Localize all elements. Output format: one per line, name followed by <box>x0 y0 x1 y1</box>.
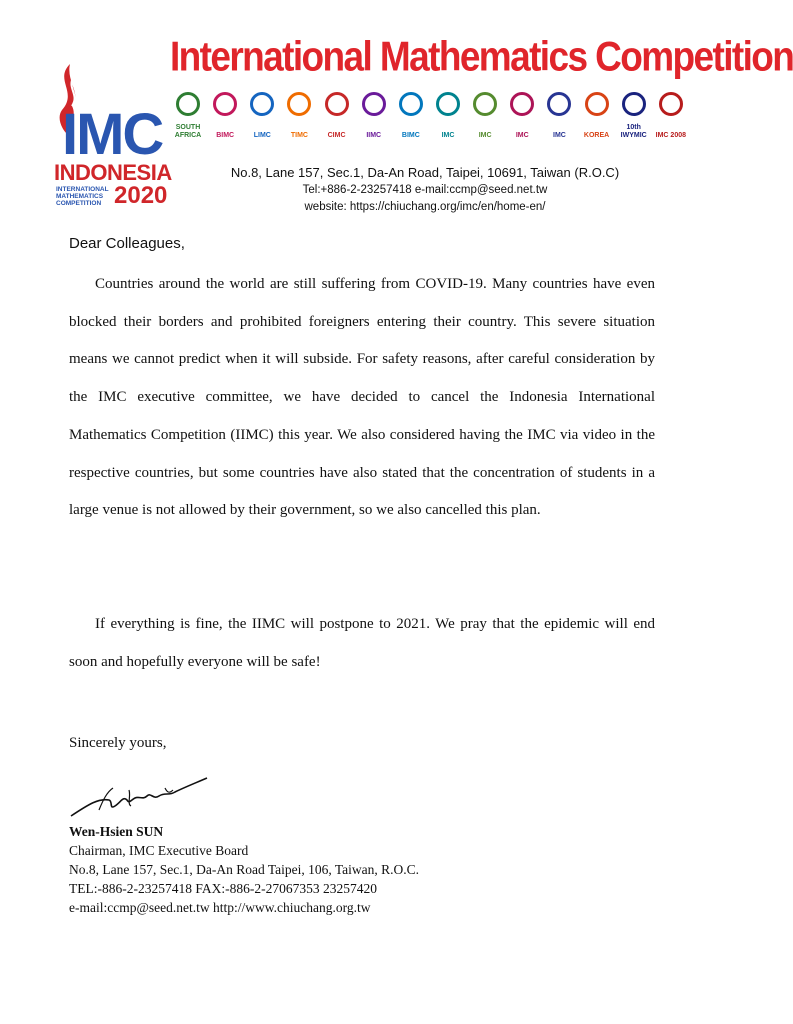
past-logo-4 <box>281 90 317 140</box>
header-website[interactable]: website: https://chiuchang.org/imc/en/home-en/ <box>304 201 546 213</box>
past-competition-logos <box>170 90 690 148</box>
past-logo-emblem-icon <box>399 92 423 116</box>
past-logo-label: SOUTH AFRICA <box>174 124 202 139</box>
past-logo-2 <box>207 90 243 140</box>
past-logo-emblem-icon <box>510 92 534 116</box>
logo-sub-text: INTERNATIONAL MATHEMATICS COMPETITION <box>56 186 109 207</box>
past-logo-label: TIMC <box>290 132 308 139</box>
past-logo-13 <box>616 90 652 140</box>
closing: Sincerely yours, <box>69 735 167 751</box>
past-logo-11 <box>541 90 577 140</box>
past-logo-label: BIMC <box>216 132 235 139</box>
past-logo-8 <box>430 90 466 140</box>
logo-country-text: INDONESIA <box>54 160 172 185</box>
past-logo-emblem-icon <box>659 92 683 116</box>
header-address: No.8, Lane 157, Sec.1, Da-An Road, Taipei, 10691, Taiwan (R.O.C) <box>230 165 620 180</box>
past-logo-label: BIMC <box>401 132 420 139</box>
past-logo-1 <box>170 90 206 140</box>
signer-email-web[interactable]: e-mail:ccmp@seed.net.tw http://www.chiuchang.org.tw <box>69 900 371 915</box>
salutation: Dear Colleagues, <box>69 235 185 252</box>
past-logo-emblem-icon <box>325 92 349 116</box>
past-logo-emblem-icon <box>473 92 497 116</box>
signer-phone: TEL:-886-2-23257418 FAX:-886-2-27067353 23257420 <box>69 881 377 896</box>
imc-indonesia-2020-logo <box>44 62 174 212</box>
past-logo-emblem-icon <box>176 92 200 116</box>
past-logo-10 <box>504 90 540 140</box>
past-logo-emblem-icon <box>213 92 237 116</box>
signature-block <box>69 822 419 917</box>
signer-address: No.8, Lane 157, Sec.1, Da-An Road Taipei, 106, Taiwan, R.O.C. <box>69 862 420 877</box>
past-logo-emblem-icon <box>362 92 386 116</box>
past-logo-emblem-icon <box>622 92 646 116</box>
past-logo-emblem-icon <box>287 92 311 116</box>
past-logo-label: IMC <box>441 132 455 139</box>
past-logo-12 <box>579 90 615 140</box>
past-logo-label: 10th IWYMIC <box>620 124 647 139</box>
past-logo-7 <box>393 90 429 140</box>
past-logo-label: IMC <box>553 132 566 139</box>
past-logo-label: IMC <box>515 132 529 139</box>
past-logo-emblem-icon <box>547 92 571 116</box>
paragraph-2: If everything is fine, the IIMC will postpone to 2021. We pray that the epidemic will end soon and hopefully everyone will be safe! <box>69 616 655 670</box>
signature-image <box>69 770 209 820</box>
past-logo-9 <box>467 90 503 140</box>
past-logo-emblem-icon <box>250 92 274 116</box>
past-logo-label: IMC 2008 <box>655 132 687 139</box>
logo-imc-text: IMC <box>62 102 163 167</box>
signer-name: Wen-Hsien SUN <box>69 824 164 839</box>
past-logo-label: IMC <box>478 132 492 139</box>
past-logo-6 <box>356 90 392 140</box>
past-logo-3 <box>244 90 280 140</box>
contact-info <box>210 164 640 216</box>
past-logo-emblem-icon <box>436 92 460 116</box>
paragraph-1: Countries around the world are still suffering from COVID-19. Many countries have even blocked their borders and prohibited foreigners entering their country. This severe situation means we cannot predict when it will subside. For safety reasons, after careful consideration by the IMC executive committee, we have decided to cancel the Indonesia International Mathematics Competition (IIMC) this year. We also considered having the IMC via video in the respective countries, but some countries have also stated that the concentration of students in a large venue is not allowed by their government, so we also cancelled this plan. <box>69 276 655 519</box>
past-logo-emblem-icon <box>585 92 609 116</box>
signer-title: Chairman, IMC Executive Board <box>69 843 249 858</box>
logo-year-text: 2020 <box>114 182 168 209</box>
past-logo-label: LIMC <box>253 132 271 139</box>
past-logo-label: CIMC <box>327 132 346 139</box>
past-logo-14 <box>653 90 689 140</box>
past-logo-label: IIMC <box>366 132 382 139</box>
letterhead <box>0 0 793 240</box>
competition-title: International Mathematics Competition <box>170 33 793 80</box>
past-logo-label: KOREA <box>583 132 610 139</box>
past-logo-5 <box>319 90 355 140</box>
header-contact: Tel:+886-2-23257418 e-mail:ccmp@seed.net.tw <box>302 184 548 196</box>
